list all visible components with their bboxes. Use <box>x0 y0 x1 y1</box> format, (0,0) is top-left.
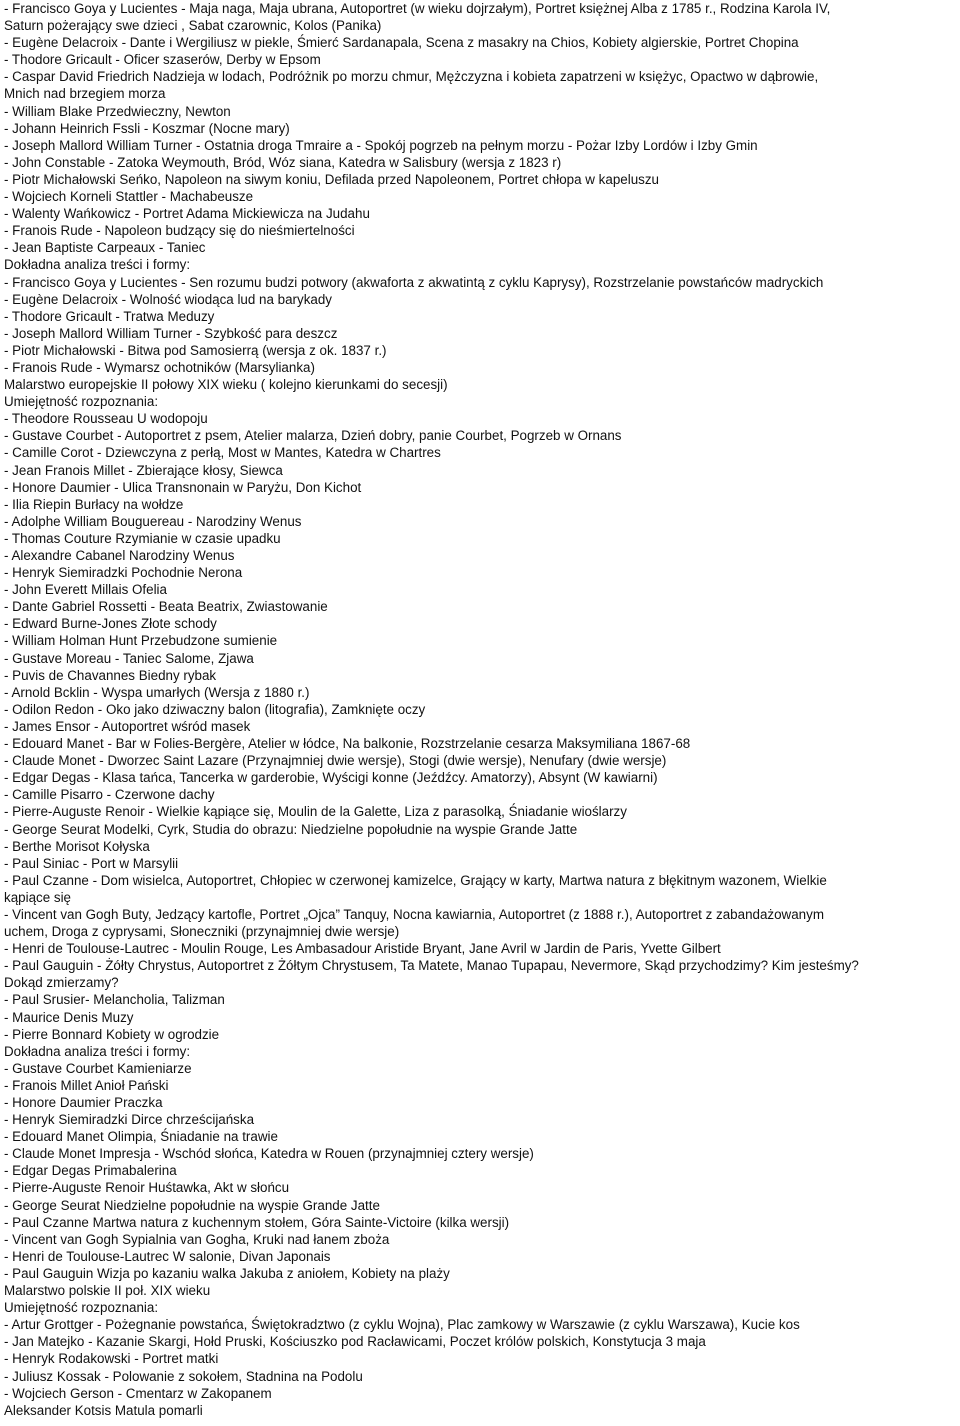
text-line: - George Seurat Modelki, Cyrk, Studia do obrazu: Niedzielne popołudnie na wyspie Grande Jatte <box>4 821 578 837</box>
text-line: - Gustave Courbet Kamieniarze <box>4 1060 192 1076</box>
text-line: - Wojciech Korneli Stattler - Machabeusze <box>4 189 254 205</box>
text-line: - Edgar Degas Primabalerina <box>4 1163 177 1179</box>
text-line: - Dante Gabriel Rossetti - Beata Beatrix, Zwiastowanie <box>4 599 328 615</box>
text-line: - Henryk Siemiradzki Pochodnie Nerona <box>4 565 243 581</box>
text-line: - Gustave Courbet - Autoportret z psem, Atelier malarza, Dzień dobry, panie Courbet, Pogrzeb w Ornans <box>4 428 622 444</box>
text-line: - Alexandre Cabanel Narodziny Wenus <box>4 548 235 563</box>
text-line: Umiejętność rozpoznania: <box>4 1300 159 1316</box>
text-line: - Francisco Goya y Lucientes - Sen rozumu budzi potwory (akwaforta z akwatintą z cyklu Kaprysy), Rozstrzelanie powstańców madryckich <box>4 274 824 290</box>
text-line: - Thodore Gricault - Tratwa Meduzy <box>4 308 215 324</box>
text-line: - Pierre-Auguste Renoir Huśtawka, Akt w słońcu <box>4 1180 290 1196</box>
text-line: Dokąd zmierzamy? <box>4 975 119 991</box>
text-line: - Paul Gauguin - Żółty Chrystus, Autoportret z Żółtym Chrystusem, Ta Matete, Manao Tupapau, Nevermore, Skąd przychodzimy? Kim jesteśmy? <box>4 958 859 974</box>
text-line: - Piotr Michałowski - Bitwa pod Samosierrą (wersja z ok. 1837 r.) <box>4 342 387 358</box>
text-line: Saturn pożerający swe dzieci , Sabat czarownic, Kolos (Panika) <box>4 18 382 34</box>
text-line: - John Everett Millais Ofelia <box>4 582 167 598</box>
text-line: Umiejętność rozpoznania: <box>4 394 159 410</box>
text-line: - Camille Corot - Dziewczyna z perłą, Most w Mantes, Katedra w Chartres <box>4 445 441 461</box>
text-line: - Thomas Couture Rzymianie w czasie upadku <box>4 530 281 546</box>
text-line: - Eugène Delacroix - Dante i Wergiliusz w piekle, Śmierć Sardanapala, Scena z masakry na Chios, Kobiety algierskie, Portret Chopina <box>4 35 799 51</box>
text-line: - Franois Rude - Wymarsz ochotników (Marsylianka) <box>4 359 315 375</box>
text-line: - William Holman Hunt Przebudzone sumienie <box>4 633 278 649</box>
text-line: - Ilia Riepin Burłacy na wołdze <box>4 496 184 512</box>
text-line: - Franois Millet Anioł Pański <box>4 1077 169 1093</box>
text-line: - Edouard Manet Olimpia, Śniadanie na trawie <box>4 1129 278 1145</box>
text-line: - Honore Daumier - Ulica Transnonain w Paryżu, Don Kichot <box>4 479 362 495</box>
text-line: - Adolphe William Bouguereau - Narodziny Wenus <box>4 513 302 529</box>
text-line: - Paul Czanne - Dom wisielca, Autoportret, Chłopiec w czerwonej kamizelce, Grający w karty, Martwa natura z błękitnym wazonem, Wielkie <box>4 872 827 888</box>
text-line: Aleksander Kotsis Matula pomarli <box>4 1402 203 1418</box>
text-line: - Henryk Siemiradzki Dirce chrześcijańska <box>4 1112 255 1128</box>
text-line: - George Seurat Niedzielne popołudnie na wyspie Grande Jatte <box>4 1197 380 1213</box>
text-line: - Camille Pisarro - Czerwone dachy <box>4 787 215 803</box>
text-line: - Puvis de Chavannes Biedny rybak <box>4 667 217 683</box>
text-line: - Caspar David Friedrich Nadzieja w lodach, Podróżnik po morzu chmur, Mężczyzna i kobieta zapatrzeni w księżyc, Opactwo w dąbrowie, <box>4 69 819 85</box>
text-line: uchem, Droga z cyprysami, Słoneczniki (przynajmniej dwie wersje) <box>4 924 400 940</box>
text-line: - Thodore Gricault - Oficer szaserów, Derby w Epsom <box>4 52 321 68</box>
text-line: - Paul Srusier- Melancholia, Talizman <box>4 992 225 1008</box>
text-line: Dokładna analiza treści i formy: <box>4 257 191 273</box>
text-line: - Theodore Rousseau U wodopoju <box>4 411 208 427</box>
text-line: - Claude Monet Impresja - Wschód słońca, Katedra w Rouen (przynajmniej cztery wersje) <box>4 1146 534 1162</box>
text-line: - Edgar Degas - Klasa tańca, Tancerka w garderobie, Wyścigi konne (Jeźdźcy. Amatorzy), Absynt (W kawiarni) <box>4 770 658 786</box>
text-line: - Edouard Manet - Bar w Folies-Bergère, Atelier w łódce, Na balkonie, Rozstrzelanie cesarza Maksymiliana 1867-68 <box>4 736 691 752</box>
text-line: - Joseph Mallord William Turner - Szybkość para deszcz <box>4 325 338 341</box>
text-line: - Maurice Denis Muzy <box>4 1009 134 1025</box>
text-line: - Walenty Wańkowicz - Portret Adama Mickiewicza na Judahu <box>4 206 370 222</box>
text-line: - Henryk Rodakowski - Portret matki <box>4 1351 219 1367</box>
text-line: kąpiące się <box>4 889 71 905</box>
text-line: - Arnold Bcklin - Wyspa umarłych (Wersja z 1880 r.) <box>4 684 310 700</box>
text-line: - Wojciech Gerson - Cmentarz w Zakopanem <box>4 1385 272 1401</box>
text-line: - Piotr Michałowski Seńko, Napoleon na siwym koniu, Defilada przed Napoleonem, Portret chłopa w kapeluszu <box>4 171 659 187</box>
text-line: - Honore Daumier Praczka <box>4 1095 163 1110</box>
text-line: - Franois Rude - Napoleon budzący się do nieśmiertelności <box>4 223 355 239</box>
text-line: - Paul Siniac - Port w Marsylii <box>4 855 179 871</box>
text-line: - Pierre-Auguste Renoir - Wielkie kąpiące się, Moulin de la Galette, Liza z parasolką, Śniadanie wioślarzy <box>4 804 627 820</box>
text-line: - Henri de Toulouse-Lautrec W salonie, Divan Japonais <box>4 1248 331 1264</box>
text-line: - Eugène Delacroix - Wolność wiodąca lud na barykady <box>4 291 332 307</box>
text-line: - Jean Franois Millet - Zbierające kłosy, Siewca <box>4 462 283 478</box>
text-line: - Edward Burne-Jones Złote schody <box>4 616 217 632</box>
text-line: - Jan Matejko - Kazanie Skargi, Hołd Pruski, Kościuszko pod Racławicami, Poczet królów polskich, Konstytucja 3 maja <box>4 1334 706 1350</box>
text-line: - Henri de Toulouse-Lautrec - Moulin Rouge, Les Ambasadour Aristide Bryant, Jane Avril w Jardin de Paris, Yvette Gilbert <box>4 941 721 957</box>
text-line: - Paul Gauguin Wizja po kazaniu walka Jakuba z aniołem, Kobiety na plaży <box>4 1265 450 1281</box>
text-line: - Paul Czanne Martwa natura z kuchennym stołem, Góra Sainte-Victoire (kilka wersji) <box>4 1214 510 1230</box>
text-line: Malarstwo polskie II poł. XIX wieku <box>4 1283 211 1299</box>
text-line: - Gustave Moreau - Taniec Salome, Zjawa <box>4 650 254 666</box>
text-line: - Joseph Mallord William Turner - Ostatnia droga Tmraire a - Spokój pogrzeb na pełnym morzu - Pożar Izby Lordów i Izby Gmin <box>4 137 758 153</box>
text-line: - William Blake Przedwieczny, Newton <box>4 103 231 119</box>
text-line: - Odilon Redon - Oko jako dziwaczny balon (litografia), Zamknięte oczy <box>4 701 426 717</box>
text-line: - Jean Baptiste Carpeaux - Taniec <box>4 240 206 256</box>
text-line: - Pierre Bonnard Kobiety w ogrodzie <box>4 1026 220 1042</box>
text-line: - Claude Monet - Dworzec Saint Lazare (Przynajmniej dwie wersje), Stogi (dwie wersje), Nenufary (dwie wersje) <box>4 753 667 769</box>
text-line: - James Ensor - Autoportret wśród masek <box>4 718 251 734</box>
text-line: - Artur Grottger - Pożegnanie powstańca, Świętokradztwo (z cyklu Wojna), Plac zamkowy w Warszawie (z cyklu Warszawa), Kucie kos <box>4 1317 800 1333</box>
text-line: - Vincent van Gogh Sypialnia van Gogha, Kruki nad łanem zboża <box>4 1231 390 1247</box>
text-line: - Johann Heinrich Fssli - Koszmar (Nocne mary) <box>4 120 290 136</box>
text-line: Malarstwo europejskie II połowy XIX wieku ( kolejno kierunkami do secesji) <box>4 377 448 393</box>
text-line: - Juliusz Kossak - Polowanie z sokołem, Stadnina na Podolu <box>4 1368 363 1384</box>
text-line: Mnich nad brzegiem morza <box>4 86 166 102</box>
text-line: - John Constable - Zatoka Weymouth, Bród, Wóz siana, Katedra w Salisbury (wersja z 1823 r) <box>4 154 562 170</box>
text-line: - Berthe Morisot Kołyska <box>4 838 150 854</box>
text-line: - Francisco Goya y Lucientes - Maja naga, Maja ubrana, Autoportret (w wieku dojrzałym), Portret księżnej Alba z 1785 r., Rodzina Karola IV, <box>4 1 831 16</box>
text-line: - Vincent van Gogh Buty, Jedzący kartofle, Portret „Ojca” Tanquy, Nocna kawiarnia, Autoportret (z 1888 r.), Autoportret z zabandażowanym <box>4 906 824 922</box>
text-line: Dokładna analiza treści i formy: <box>4 1043 191 1059</box>
